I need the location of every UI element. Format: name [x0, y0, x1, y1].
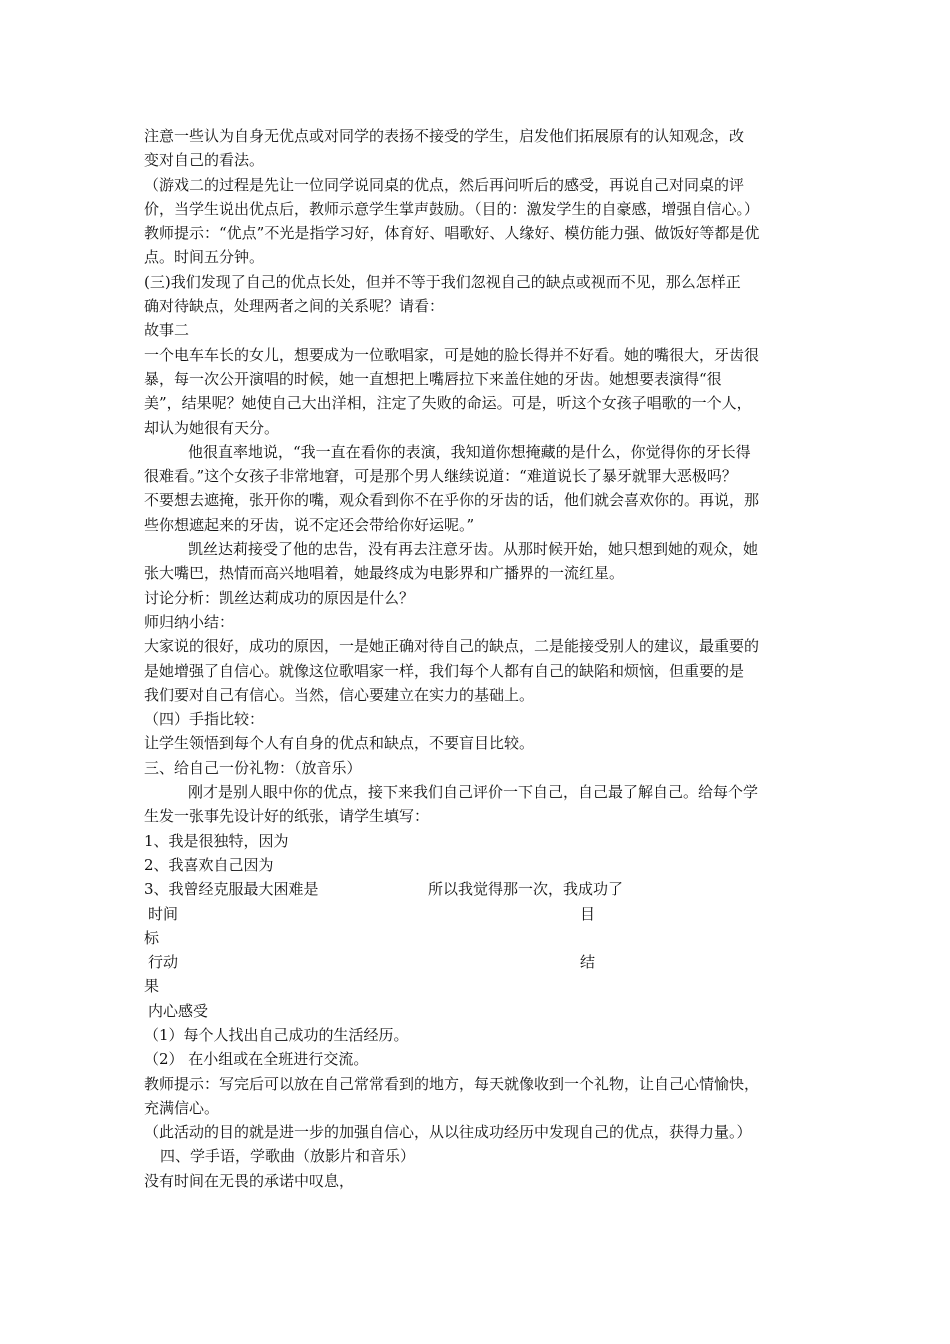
- text-line: 他很直率地说，“我一直在看你的表演，我知道你想掩藏的是什么，你觉得你的牙长得: [188, 442, 751, 461]
- text-line: 些你想遮起来的牙齿，说不定还会带给你好运呢。”: [144, 515, 475, 534]
- fill-in-item: 1、我是很独特，因为: [144, 831, 289, 850]
- text-line: 变对自己的看法。: [144, 151, 265, 170]
- fill-in-item: 2、我喜欢自己因为: [144, 855, 274, 874]
- text-line: （1）每个人找出自己成功的生活经历。: [144, 1025, 409, 1044]
- text-line: 凯丝达莉接受了他的忠告，没有再去注意牙齿。从那时候开始，她只想到她的观众，她: [188, 540, 759, 559]
- fill-in-item-right: 所以我觉得那一次，我成功了: [428, 880, 624, 899]
- table-cell-goal: 目: [580, 904, 596, 923]
- table-cell-goal-cont: 标: [144, 928, 160, 947]
- text-line: 价，当学生说出优点后，教师示意学生掌声鼓励。（目的：激发学生的自豪感，增强自信心。）: [144, 199, 760, 218]
- text-line: 张大嘴巴，热情而高兴地唱着，她最终成为电影界和广播界的一流红星。: [144, 564, 625, 583]
- text-line: （游戏二的过程是先让一位同学说同桌的优点，然后再问听后的感受，再说自己对同桌的评: [144, 175, 745, 194]
- text-line: 很难看。”这个女孩子非常地窘，可是那个男人继续说道：“难道说长了暴牙就罪大恶极吗？: [144, 467, 737, 486]
- text-line: 刚才是别人眼中你的优点，接下来我们自己评价一下自己，自己最了解自己。给每个学: [188, 783, 759, 802]
- text-line: 没有时间在无畏的承诺中叹息，: [144, 1171, 355, 1190]
- section-heading: (三)我们发现了自己的优点长处，但并不等于我们忽视自己的缺点或视而不见，那么怎样正: [144, 272, 741, 291]
- text-line: 暴，每一次公开演唱的时候，她一直想把上嘴唇拉下来盖住她的牙齿。她想要表演得“很: [144, 369, 722, 388]
- text-line: 让学生领悟到每个人有自身的优点和缺点，不要盲目比较。: [144, 734, 535, 753]
- table-cell-feeling: 内心感受: [148, 1001, 209, 1020]
- text-line: 却认为她很有天分。: [144, 418, 280, 437]
- text-line: 充满信心。: [144, 1098, 220, 1117]
- discussion-prompt: 讨论分析：凯丝达莉成功的原因是什么？: [144, 588, 415, 607]
- fill-in-item-left: 3、我曾经克服最大困难是: [144, 880, 319, 899]
- text-line: 大家说的很好，成功的原因，一是她正确对待自己的缺点，二是能接受别人的建议，最重要的: [144, 637, 760, 656]
- table-cell-action: 行动: [148, 953, 179, 972]
- table-cell-result-cont: 果: [144, 977, 160, 996]
- text-line: 不要想去遮掩，张开你的嘴，观众看到你不在乎你的牙齿的话，他们就会喜欢你的。再说，那: [144, 491, 760, 510]
- text-line: 我们要对自己有信心。当然，信心要建立在实力的基础上。: [144, 685, 535, 704]
- text-line: （此活动的目的就是进一步的加强自信心，从以往成功经历中发现自己的优点，获得力量。）: [144, 1123, 752, 1142]
- text-line: 一个电车车长的女儿，想要成为一位歌唱家，可是她的脸长得并不好看。她的嘴很大，牙齿很: [144, 345, 760, 364]
- story-title: 故事二: [144, 321, 190, 340]
- section-heading: 三、给自己一份礼物：（放音乐）: [144, 758, 362, 777]
- text-line: 点。时间五分钟。: [144, 248, 265, 267]
- text-line: 美”，结果呢？她使自己大出洋相，注定了失败的命运。可是，听这个女孩子唱歌的一个人，: [144, 394, 752, 413]
- document-body: [144, 124, 812, 1193]
- text-line: 教师提示：写完后可以放在自己常常看到的地方，每天就像收到一个礼物，让自己心情愉快，: [144, 1074, 760, 1093]
- table-row: [144, 902, 812, 926]
- text-line: 是她增强了自信心。就像这位歌唱家一样，我们每个人都有自己的缺陷和烦恼，但重要的是: [144, 661, 745, 680]
- fill-in-item-row: [144, 877, 812, 901]
- table-cell-time: 时间: [148, 904, 179, 923]
- section-heading: （四）手指比较：: [144, 710, 265, 729]
- table-cell-result: 结: [580, 953, 596, 972]
- text-line: 确对待缺点，处理两者之间的关系呢？请看：: [144, 297, 445, 316]
- text-line: 教师提示：“优点”不光是指学习好，体育好、唱歌好、人缘好、模仿能力强、做饭好等都是优: [144, 224, 760, 243]
- text-line: 注意一些认为自身无优点或对同学的表扬不接受的学生，启发他们拓展原有的认知观念，改: [144, 127, 745, 145]
- summary-heading: 师归纳小结：: [144, 612, 235, 631]
- section-heading: 四、学手语，学歌曲（放影片和音乐）: [160, 1147, 416, 1166]
- text-line: 生发一张事先设计好的纸张，请学生填写：: [144, 807, 430, 826]
- text-line: （2） 在小组或在全班进行交流。: [144, 1050, 369, 1069]
- table-row: [144, 950, 812, 974]
